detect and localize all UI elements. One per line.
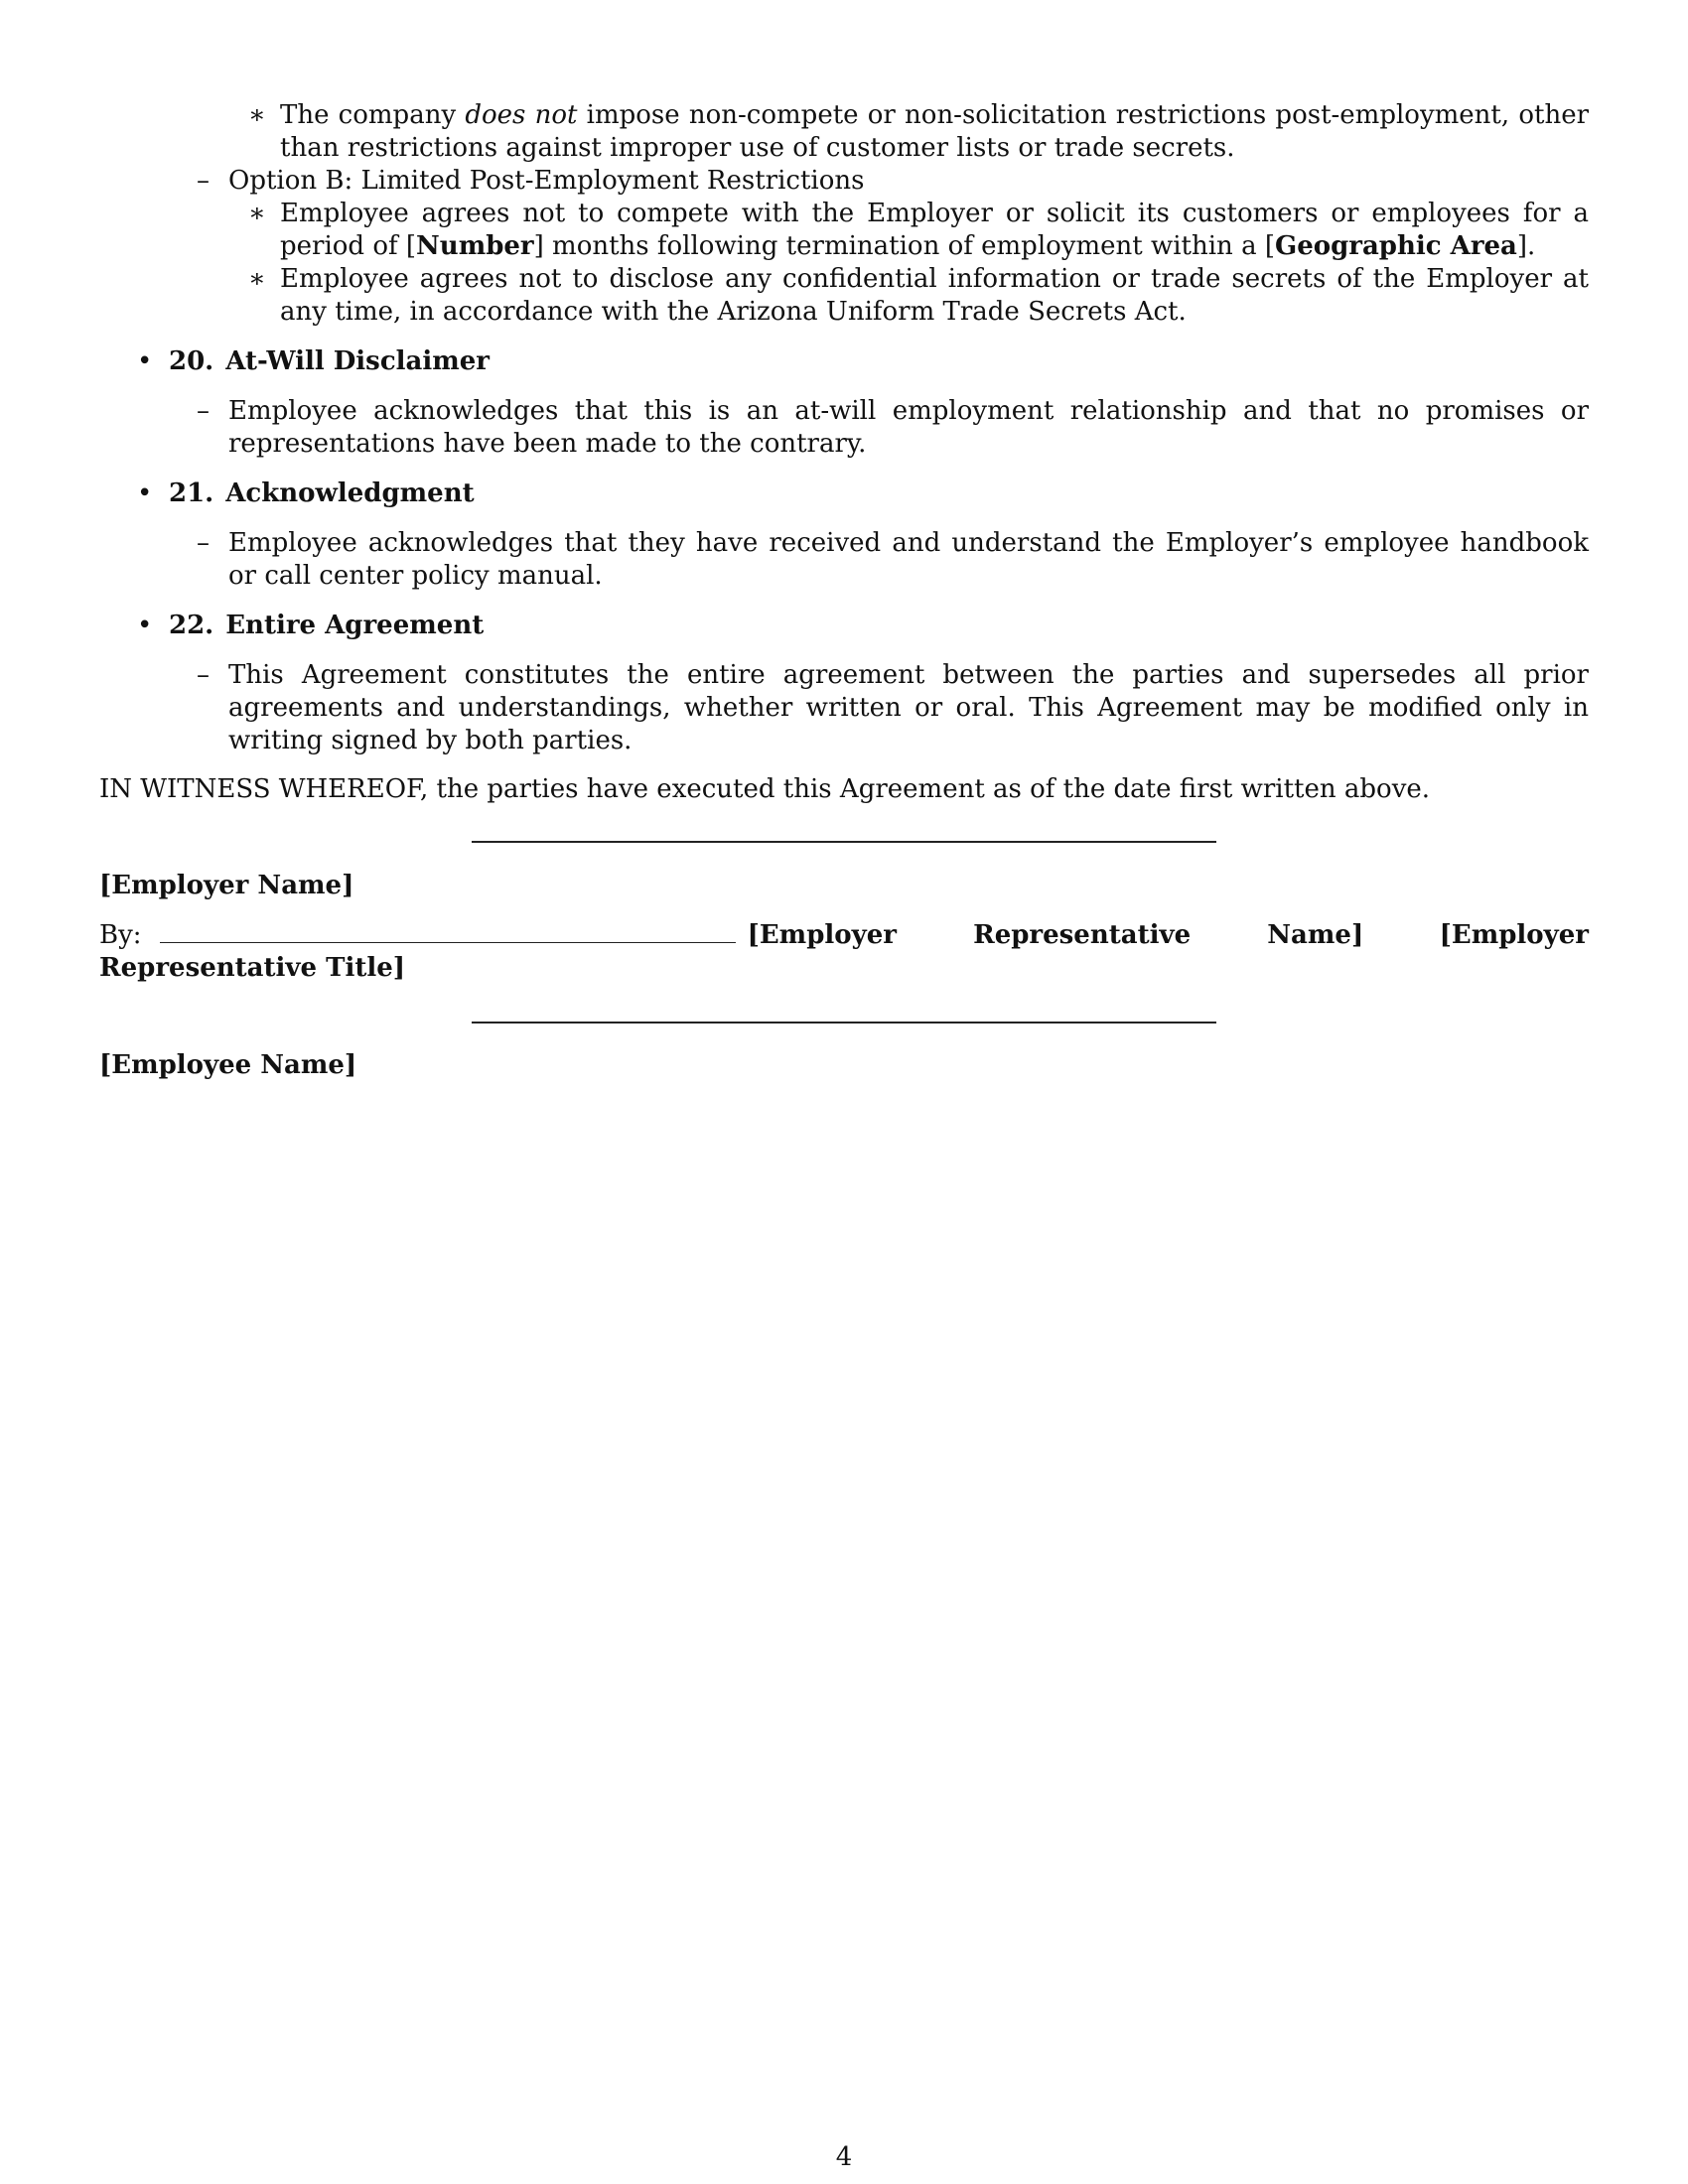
section-heading-20: • 20. At-Will Disclaimer bbox=[137, 346, 490, 376]
dash-bullet-icon: – bbox=[197, 528, 210, 558]
employee-name: [Employee Name] bbox=[99, 1050, 357, 1080]
employer-name: [Employer Name] bbox=[99, 871, 354, 900]
section-text-22: – This Agreement constitutes the entire agreement between the parties and supersedes all prior agreements and understandings, whether written or oral. This Agreement may be modified only in writing signed by both parties. bbox=[197, 660, 1589, 755]
bullet-icon: • bbox=[137, 478, 153, 508]
employer-signature-line[interactable] bbox=[472, 841, 1216, 843]
asterisk-bullet-icon: ∗ bbox=[248, 199, 266, 228]
document-page bbox=[99, 99, 1589, 1082]
by-signature-line[interactable] bbox=[160, 920, 736, 943]
dash-bullet-icon: – bbox=[197, 660, 210, 690]
option-b-bullet-confidentiality: ∗ Employee agrees not to disclose any confidential information or trade secrets of the Employer at any time, in accordance with the Arizona Uniform Trade Secrets Act. bbox=[248, 264, 1589, 327]
section-text-20: – Employee acknowledges that this is an at-will employment relationship and that no promises or representations have been made to the contrary. bbox=[197, 396, 1589, 459]
option-b-bullet-noncompete: ∗ Employee agrees not to compete with the Employer or solicit its customers or employees for a period of [Number] months following termination of employment within a [Geographic Area]. bbox=[248, 199, 1589, 261]
bullet-icon: • bbox=[137, 346, 153, 376]
employer-representative-line: By: [Employer Representative Name] [Employer Representative Title] bbox=[99, 920, 1589, 983]
page-number: 4 bbox=[835, 2142, 853, 2172]
option-a-bullet: ∗ The company does not impose non-compete or non-solicitation restrictions post-employment, other than restrictions against improper use of customer lists or trade secrets. bbox=[248, 100, 1590, 163]
dash-bullet-icon: – bbox=[197, 396, 210, 426]
witness-clause: IN WITNESS WHEREOF, the parties have executed this Agreement as of the date first written above. bbox=[99, 774, 1431, 804]
asterisk-bullet-icon: ∗ bbox=[248, 264, 266, 294]
employee-signature-line[interactable] bbox=[472, 1022, 1216, 1024]
bullet-icon: • bbox=[137, 611, 153, 640]
section-heading-21: • 21. Acknowledgment bbox=[137, 478, 475, 508]
section-heading-22: • 22. Entire Agreement bbox=[137, 611, 485, 640]
asterisk-bullet-icon: ∗ bbox=[248, 100, 266, 130]
option-b-title: – Option B: Limited Post-Employment Restrictions bbox=[197, 166, 865, 196]
dash-bullet-icon: – bbox=[197, 166, 210, 196]
section-text-21: – Employee acknowledges that they have received and understand the Employer’s employee handbook or call center policy manual. bbox=[197, 528, 1589, 591]
